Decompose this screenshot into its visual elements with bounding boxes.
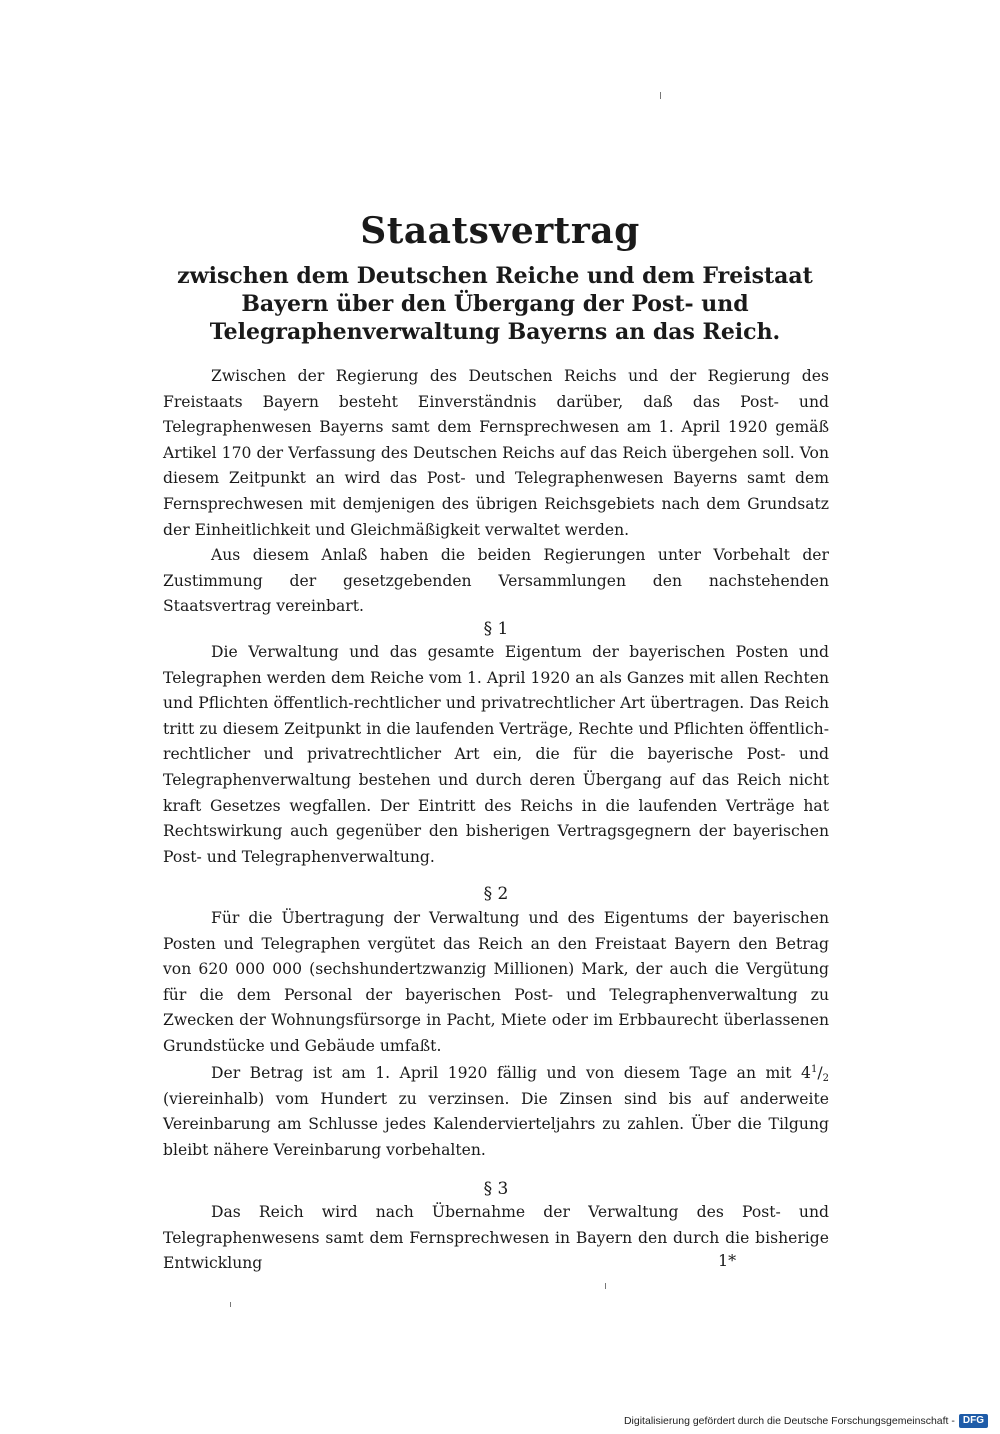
fraction-slash: / (817, 1064, 823, 1082)
footer-bar (624, 1414, 988, 1428)
scan-speck (605, 1283, 606, 1289)
preamble-paragraph-2: Aus diesem Anlaß haben die beiden Regierungen unter Vorbehalt der Zustimmung der gesetzgebenden Versammlungen den nachstehenden Staatsvertrag vereinbart. (163, 546, 829, 616)
scan-speck (230, 1302, 231, 1307)
interest-text-after: (viereinhalb) vom Hundert zu verzinsen. Die Zinsen sind bis auf anderweite Vereinbarung am Schlusse jedes Kalendervierteljahrs zu zahlen. Über die Tilgung bleibt nähere Vereinbarung vorbehalten. (163, 1089, 829, 1159)
section-1-paragraph: Die Verwaltung und das gesamte Eigentum der bayerischen Posten und Telegraphen werden dem Reiche vom 1. April 1920 an als Ganzes mit allen Rechten und Pflichten öffentlich-rechtlicher und privatrechtlicher Art übertragen. Das Reich tritt zu diesem Zeitpunkt in die laufenden Verträge, Rechte und Pflichten öffentlich-rechtlicher und privatrechtlicher Art ein, die für die bayerische Post- und Telegraphenverwaltung bestehen und durch deren Übergang auf das Reich nicht kraft Gesetzes wegfallen. Der Eintritt des Reichs in die laufenden Verträge hat Rechtswirkung auch gegenüber den bisherigen Vertragsgegnern der bayerischen Post- und Telegraphenverwaltung. (163, 643, 829, 866)
dfg-logo-icon[interactable]: DFG (959, 1414, 988, 1428)
section-2-paragraph-2 (163, 1061, 829, 1163)
page-signature: 1* (718, 1251, 737, 1270)
section-2-paragraph-1: Für die Übertragung der Verwaltung und des Eigentums der bayerischen Posten und Telegraphen vergütet das Reich an den Freistaat Bayern den Betrag von 620 000 000 (sechshundertzwanzig Millionen) Mark, der auch die Vergütung für die dem Personal der bayerischen Post- und Telegraphenverwaltung zu Zwecken der Wohnungsfürsorge in Pacht, Miete oder im Erbbaurecht überlassenen Grundstücke und Gebäude umfaßt. (163, 909, 829, 1055)
section-heading-3: § 3 (483, 1179, 509, 1199)
document-subtitle: zwischen dem Deutschen Reiche und dem Freistaat Bayern über den Übergang der Post- und Telegraphenverwaltung Bayerns an das Reich. (177, 263, 813, 345)
document-title: Staatsvertrag (360, 210, 640, 252)
interest-text-before: Der Betrag ist am 1. April 1920 fällig und von diesem Tage an mit 4 (211, 1064, 811, 1082)
fraction-denominator: 2 (822, 1073, 829, 1084)
fraction-numerator: 1 (810, 1064, 818, 1075)
section-heading-2: § 2 (483, 884, 509, 904)
footer-text: Digitalisierung gefördert durch die Deutsche Forschungsgemeinschaft - (623, 1415, 955, 1427)
preamble-paragraph-1: Zwischen der Regierung des Deutschen Reichs und der Regierung des Freistaats Bayern besteht Einverständnis darüber, daß das Post- und Telegraphenwesen Bayerns samt dem Fernsprechwesen am 1. April 1920 gemäß Artikel 170 der Verfassung des Deutschen Reichs auf das Reich übergehen soll. Von diesem Zeitpunkt an wird das Post- und Telegraphenwesen Bayerns samt dem Fernsprechwesen mit demjenigen des übrigen Reichsgebiets nach dem Grundsatz der Einheitlichkeit und Gleichmäßigkeit verwaltet werden. (163, 367, 829, 539)
section-3-paragraph: Das Reich wird nach Übernahme der Verwaltung des Post- und Telegraphenwesens samt dem Fernsprechwesen in Bayern den durch die bisherige Entwicklung (163, 1203, 829, 1273)
section-heading-1: § 1 (483, 619, 509, 639)
scan-speck (660, 92, 661, 99)
